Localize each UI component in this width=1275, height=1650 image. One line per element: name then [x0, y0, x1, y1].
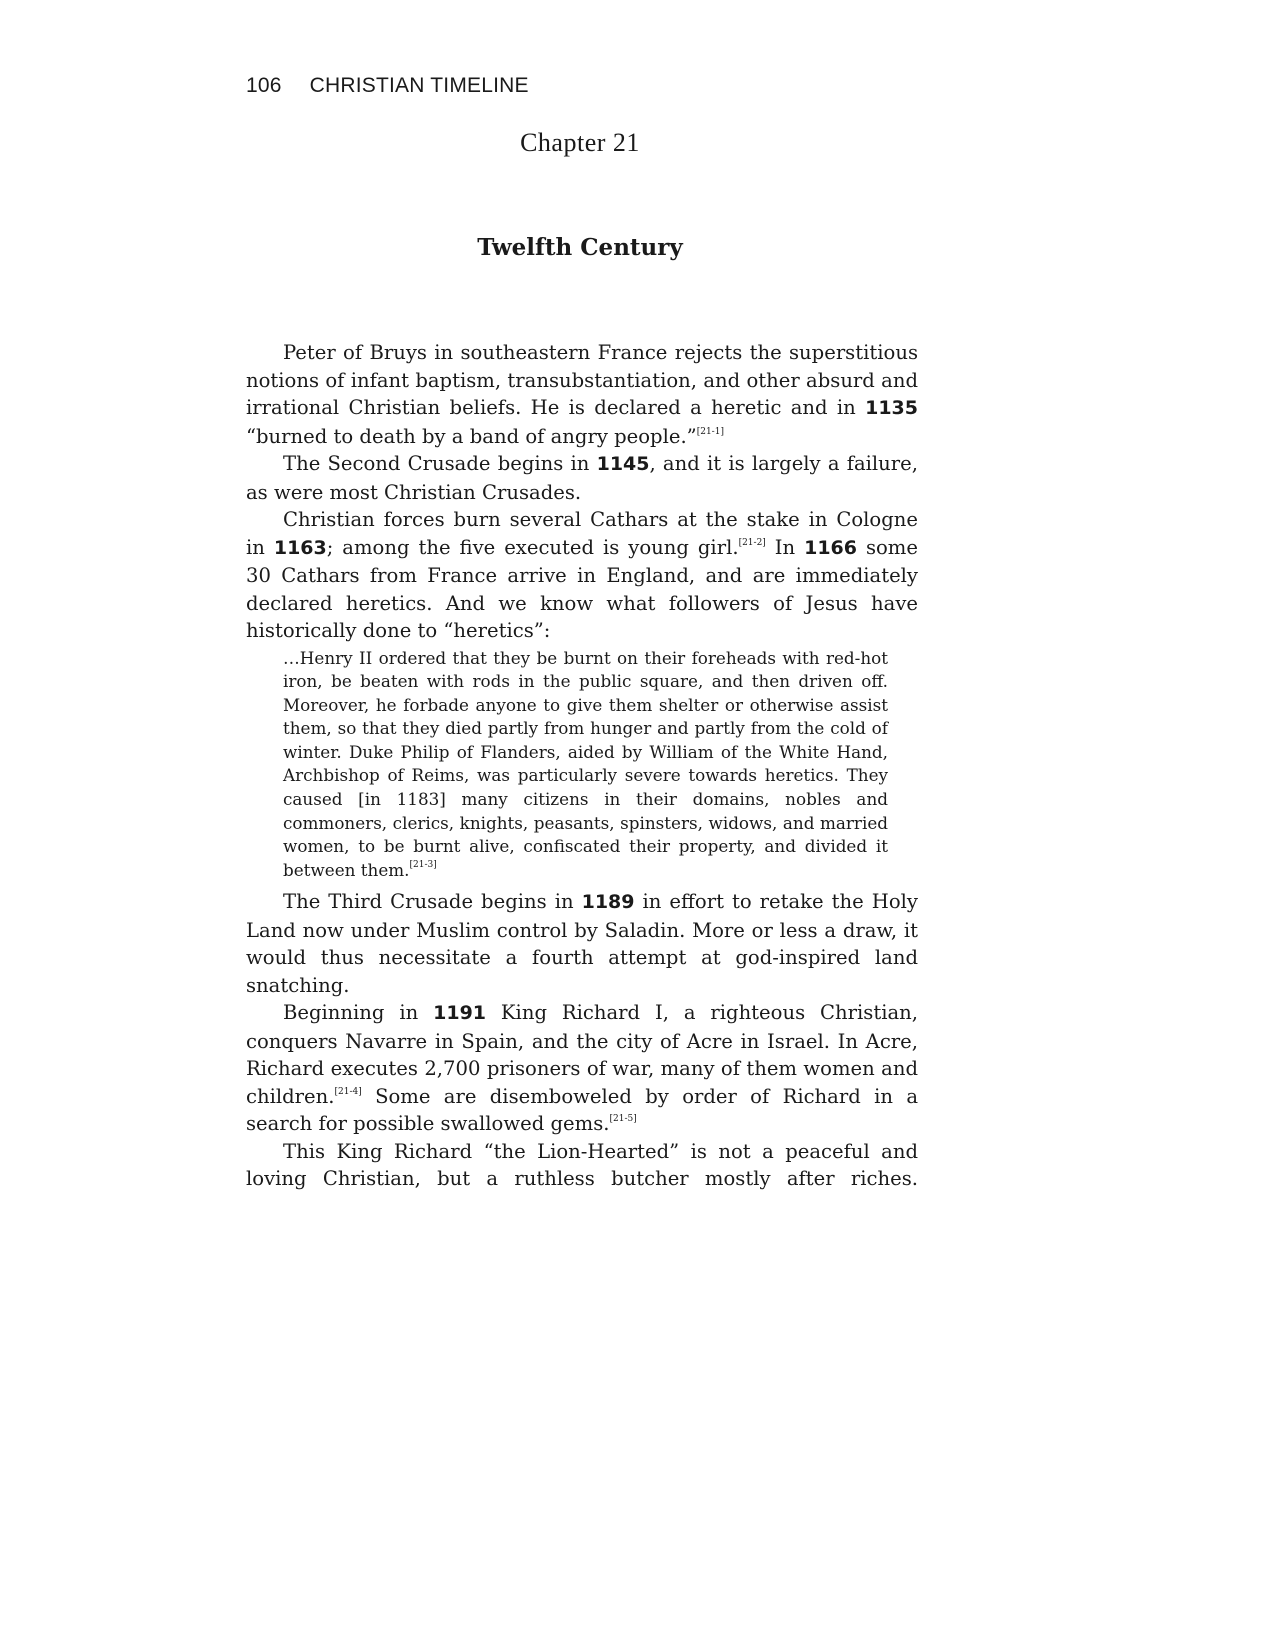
text-run: in effort to retake the Holy Land now under Muslim control by Saladin. More or less a draw, it would thus necessitate a fourth attempt at god-inspired land snatching.: [246, 890, 918, 997]
text-run: some 30 Cathars from France arrive in England, and are immediately declared heretics. And we know what followers of Jesus have historically done to “heretics”:: [246, 535, 918, 642]
quote-text: …Henry II ordered that they be burnt on their foreheads with red-hot iron, be beaten with rods in the public square, and then driven off. Moreover, he forbade anyone to give them shelter or otherwise assist them, so that they died partly from hunger and partly from the cold of winter. Duke Philip of Flanders, aided by William of the White Hand, Archbishop of Reims, was particularly severe towards heretics. They caused [in 1183] many citizens in their domains, nobles and commoners, clerics, knights, peasants, spinsters, widows, and married women, to be burnt alive, confiscated their property, and divided it between them.: [283, 647, 888, 880]
running-title: CHRISTIAN TIMELINE: [309, 74, 529, 97]
running-header: [246, 74, 529, 98]
year: 1163: [273, 536, 327, 559]
footnote-marker: [21-2]: [738, 537, 766, 548]
text-run: This King Richard “the Lion-Hearted” is not a peaceful and loving Christian, but a ruthless butcher mostly after riches.: [246, 1139, 918, 1191]
text-run: Some are disemboweled by order of Richard in a search for possible swallowed gems.: [246, 1084, 918, 1136]
paragraph-second-crusade: [246, 450, 918, 506]
paragraph-king-richard: [246, 999, 918, 1138]
text-run: Christian forces burn several Cathars at the stake in Cologne in: [246, 508, 918, 559]
chapter-label: Chapter 21: [520, 128, 640, 157]
paragraph-lion-hearted: [246, 1138, 918, 1193]
paragraph-peter-of-bruys: [246, 339, 918, 450]
footnote-marker: [21-1]: [696, 426, 724, 437]
footnote-marker: [21-5]: [609, 1114, 637, 1125]
block-quote: [283, 647, 888, 883]
paragraph-cathars: [246, 506, 918, 645]
text-run: , and it is largely a failure, as were most Christian Crusades.: [246, 452, 918, 504]
text-run: King Richard I, a righteous Christian, conquers Navarre in Spain, and the city of Acre in Israel. In Acre, Richard executes 2,700 prisoners of war, many of them women and children.: [246, 1001, 918, 1108]
text-run: “burned to death by a band of angry people.”: [246, 424, 697, 448]
text-run: The Third Crusade begins in: [283, 890, 582, 914]
text-run: Peter of Bruys in southeastern France rejects the superstitious notions of infant baptism, transubstantiation, and other absurd and irrational Christian beliefs. He is declared a heretic and in: [246, 341, 918, 419]
text-run: The Second Crusade begins in: [283, 452, 597, 475]
year: 1135: [865, 397, 918, 419]
body-text: [246, 339, 918, 1193]
text-run: Beginning in: [283, 1001, 434, 1025]
year: 1166: [804, 536, 857, 559]
text-run: In: [765, 535, 805, 559]
page-number: 106: [246, 74, 282, 97]
year: 1191: [433, 1002, 487, 1025]
paragraph-third-crusade: [246, 888, 918, 999]
chapter-title: Twelfth Century: [477, 234, 683, 261]
footnote-marker: [21-4]: [334, 1086, 362, 1097]
footnote-marker: [21-3]: [409, 859, 437, 870]
text-run: ; among the five executed is young girl.: [326, 535, 739, 559]
year: 1145: [596, 453, 650, 475]
year: 1189: [581, 891, 635, 914]
